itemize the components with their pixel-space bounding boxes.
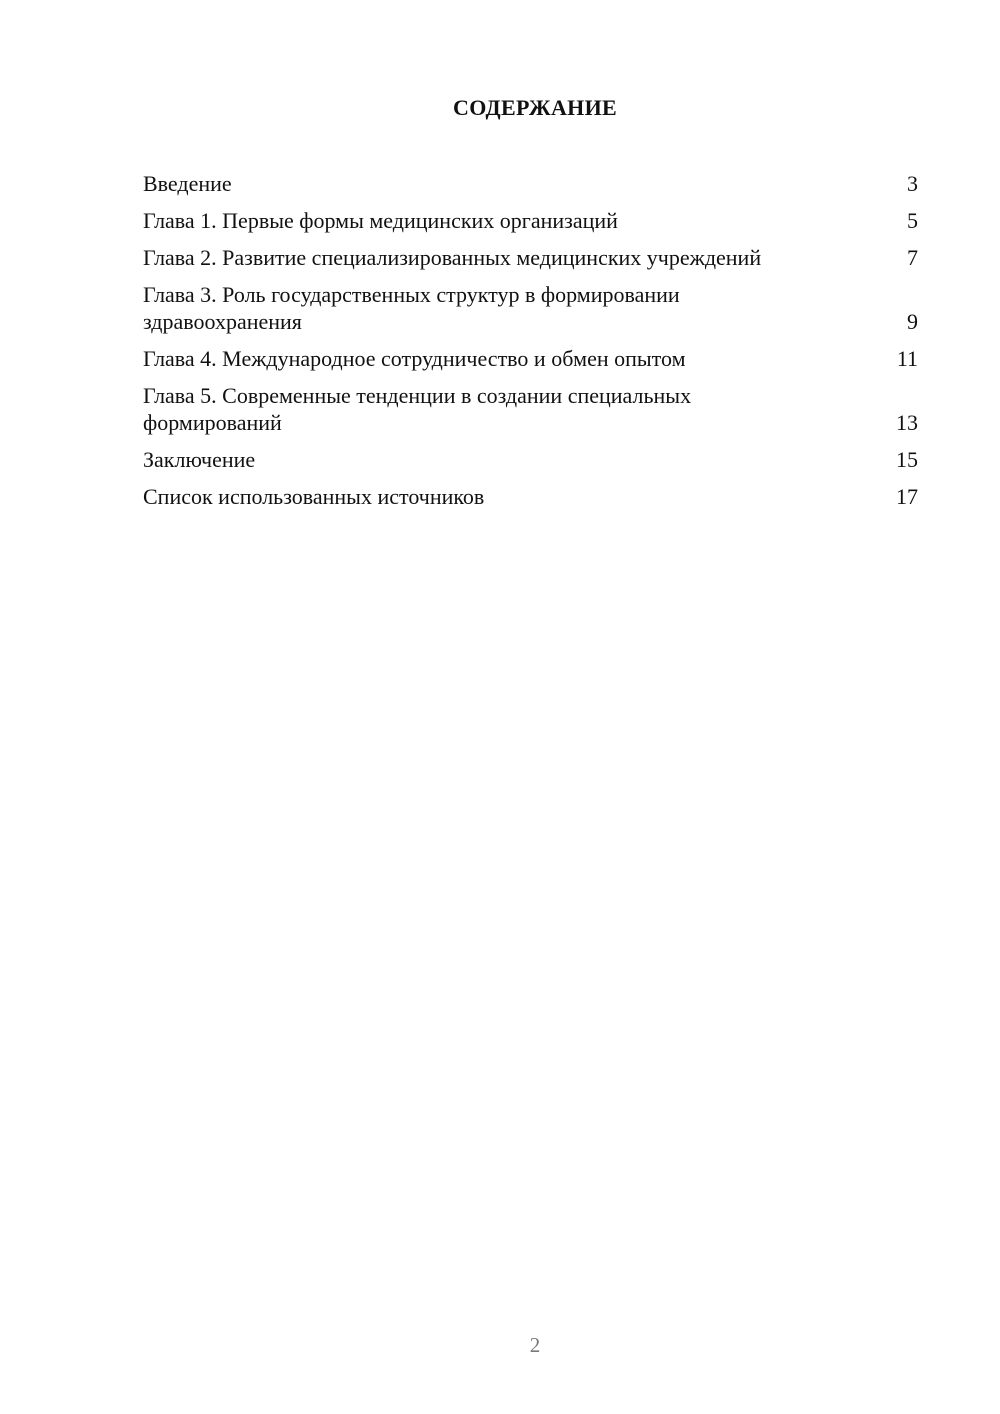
- toc-entry-page: 11: [896, 346, 918, 371]
- toc-entry-title: Глава 1. Первые формы медицинских организаций: [143, 208, 618, 233]
- table-of-contents: [143, 170, 918, 520]
- toc-entry-page: 17: [896, 484, 918, 509]
- toc-entry-introduction: [143, 170, 918, 197]
- toc-entry-chapter-3: [143, 281, 918, 335]
- toc-entry-chapter-2: [143, 244, 918, 271]
- toc-entry-page: 5: [907, 208, 918, 233]
- toc-entry-page: 7: [907, 245, 918, 270]
- toc-entry-title: Глава 5. Современные тенденции в создании специальных формирований: [143, 383, 692, 435]
- toc-entry-title: Список использованных источников: [143, 484, 485, 509]
- toc-entry-title: Введение: [143, 171, 232, 196]
- toc-entry-page: 3: [907, 171, 918, 196]
- toc-entry-title: Глава 3. Роль государственных структур в формировании здравоохранения: [143, 282, 680, 334]
- toc-heading: СОДЕРЖАНИЕ: [453, 95, 617, 120]
- toc-entry-title: Глава 2. Развитие специализированных медицинских учреждений: [143, 245, 762, 270]
- toc-entry-page: 15: [896, 447, 918, 472]
- toc-entry-chapter-5: [143, 382, 918, 436]
- toc-entry-page: 9: [907, 309, 918, 334]
- page-number: 2: [529, 1333, 541, 1357]
- toc-entry-conclusion: [143, 446, 918, 473]
- toc-entry-title: Заключение: [143, 447, 256, 472]
- toc-entry-references: [143, 483, 918, 510]
- toc-entry-chapter-1: [143, 207, 918, 234]
- toc-entry-page: 13: [896, 410, 918, 435]
- toc-entry-title: Глава 4. Международное сотрудничество и обмен опытом: [143, 346, 686, 371]
- toc-entry-chapter-4: [143, 345, 918, 372]
